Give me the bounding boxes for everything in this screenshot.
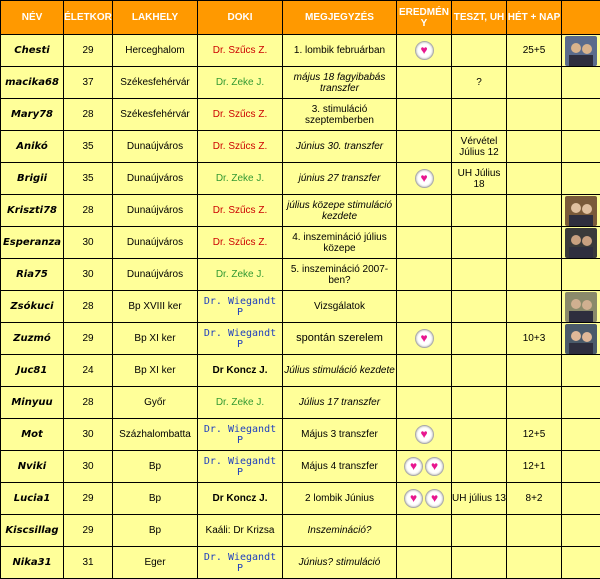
table-row [1, 547, 600, 579]
member-test: UH Július 18 [452, 163, 507, 195]
member-test [452, 419, 507, 451]
member-doctor: Dr. Szűcs Z. [198, 227, 283, 259]
member-name: macika68 [1, 67, 64, 99]
member-name: Juc81 [1, 355, 64, 387]
member-result [397, 419, 452, 451]
member-week [507, 291, 562, 323]
member-photo [562, 419, 600, 451]
member-week: 12+5 [507, 419, 562, 451]
member-test [452, 195, 507, 227]
member-week [507, 227, 562, 259]
member-doctor: Dr. Wiegandt P [198, 291, 283, 323]
member-doctor: Dr. Szűcs Z. [198, 195, 283, 227]
member-note: Június? stimuláció [283, 547, 397, 579]
member-result [397, 451, 452, 483]
member-name: Mary78 [1, 99, 64, 131]
member-age: 28 [64, 195, 113, 227]
member-doctor: Dr. Szűcs Z. [198, 35, 283, 67]
heart-smiley-icon [415, 169, 434, 188]
table-row [1, 35, 600, 67]
table-row [1, 419, 600, 451]
member-city: Székesfehérvár [113, 67, 198, 99]
member-note: július közepe stimuláció kezdete [283, 195, 397, 227]
member-note: 2 lombik Június [283, 483, 397, 515]
member-week [507, 387, 562, 419]
member-result [397, 483, 452, 515]
member-test [452, 387, 507, 419]
member-name: Zsókuci [1, 291, 64, 323]
header-het-nap: HÉT + NAP [507, 1, 562, 35]
member-week: 12+1 [507, 451, 562, 483]
member-result [397, 515, 452, 547]
avatar-photo [565, 36, 597, 66]
member-result [397, 163, 452, 195]
header-eredmeny: EREDMÉN Y [397, 1, 452, 35]
avatar-photo [565, 228, 597, 258]
member-city: Győr [113, 387, 198, 419]
header-photo [562, 1, 600, 35]
member-week [507, 67, 562, 99]
member-doctor: Dr. Wiegandt P [198, 323, 283, 355]
member-result [397, 35, 452, 67]
member-photo [562, 227, 600, 259]
member-result [397, 387, 452, 419]
member-city: Eger [113, 547, 198, 579]
member-note: 4. inszemináció július közepe [283, 227, 397, 259]
member-test [452, 291, 507, 323]
member-city: Bp [113, 515, 198, 547]
table-row [1, 451, 600, 483]
member-test [452, 227, 507, 259]
member-doctor: Dr. Wiegandt P [198, 547, 283, 579]
table-row [1, 99, 600, 131]
header-doki: DOKI [198, 1, 283, 35]
member-photo [562, 259, 600, 291]
member-test [452, 99, 507, 131]
header-lakhely: LAKHELY [113, 1, 198, 35]
member-photo [562, 291, 600, 323]
header-eletkor: ÉLETKOR [64, 1, 113, 35]
member-photo [562, 99, 600, 131]
member-week [507, 163, 562, 195]
member-age: 37 [64, 67, 113, 99]
member-result [397, 131, 452, 163]
member-city: Dunaújváros [113, 195, 198, 227]
member-photo [562, 355, 600, 387]
heart-smiley-icon [415, 329, 434, 348]
member-photo [562, 451, 600, 483]
member-note: Július 17 transzfer [283, 387, 397, 419]
member-note: Vizsgálatok [283, 291, 397, 323]
avatar-photo [565, 292, 597, 322]
member-photo [562, 483, 600, 515]
member-name: Anikó [1, 131, 64, 163]
member-week [507, 547, 562, 579]
member-city: Bp [113, 483, 198, 515]
member-doctor: Dr. Zeke J. [198, 67, 283, 99]
header-teszt: TESZT, UH [452, 1, 507, 35]
member-age: 30 [64, 259, 113, 291]
member-note: Június 30. transzfer [283, 131, 397, 163]
member-week: 10+3 [507, 323, 562, 355]
member-photo [562, 515, 600, 547]
member-doctor: Dr. Zeke J. [198, 259, 283, 291]
member-photo [562, 323, 600, 355]
member-name: Esperanza [1, 227, 64, 259]
header-nev: NÉV [1, 1, 64, 35]
member-test [452, 35, 507, 67]
member-test: ? [452, 67, 507, 99]
member-name: Nika31 [1, 547, 64, 579]
member-name: Mot [1, 419, 64, 451]
member-doctor: Kaáli: Dr Krizsa [198, 515, 283, 547]
member-result [397, 195, 452, 227]
member-photo [562, 67, 600, 99]
table-row [1, 323, 600, 355]
member-city: Bp [113, 451, 198, 483]
member-doctor: Dr Koncz J. [198, 483, 283, 515]
member-test [452, 451, 507, 483]
member-note: 3. stimuláció szeptemberben [283, 99, 397, 131]
member-doctor: Dr. Wiegandt P [198, 451, 283, 483]
table-row [1, 355, 600, 387]
member-name: Nviki [1, 451, 64, 483]
member-doctor: Dr Koncz J. [198, 355, 283, 387]
member-test [452, 355, 507, 387]
member-doctor: Dr. Szűcs Z. [198, 131, 283, 163]
member-note: 1. lombik februárban [283, 35, 397, 67]
member-age: 35 [64, 131, 113, 163]
member-result [397, 227, 452, 259]
member-city: Herceghalom [113, 35, 198, 67]
member-note: június 27 transzfer [283, 163, 397, 195]
table-row [1, 227, 600, 259]
member-note: május 18 fagyibabás transzfer [283, 67, 397, 99]
member-age: 28 [64, 99, 113, 131]
member-result [397, 291, 452, 323]
table-row [1, 163, 600, 195]
member-week: 25+5 [507, 35, 562, 67]
heart-smiley-icon [425, 489, 444, 508]
member-note: Május 3 transzfer [283, 419, 397, 451]
table-row [1, 67, 600, 99]
table-row [1, 483, 600, 515]
table-row [1, 515, 600, 547]
heart-smiley-icon [415, 425, 434, 444]
member-test [452, 259, 507, 291]
member-week [507, 131, 562, 163]
heart-smiley-icon [415, 41, 434, 60]
member-test: Vérvétel Július 12 [452, 131, 507, 163]
member-week [507, 355, 562, 387]
heart-smiley-icon [404, 457, 423, 476]
member-test [452, 515, 507, 547]
member-city: Bp XI ker [113, 323, 198, 355]
heart-smiley-icon [404, 489, 423, 508]
table-row [1, 131, 600, 163]
member-age: 35 [64, 163, 113, 195]
member-result [397, 67, 452, 99]
member-city: Dunaújváros [113, 131, 198, 163]
member-age: 24 [64, 355, 113, 387]
member-city: Dunaújváros [113, 227, 198, 259]
header-megjegyzes: MEGJEGYZÉS [283, 1, 397, 35]
member-city: Bp XVIII ker [113, 291, 198, 323]
member-photo [562, 131, 600, 163]
member-test: UH július 13 [452, 483, 507, 515]
member-age: 30 [64, 419, 113, 451]
member-name: Minyuu [1, 387, 64, 419]
avatar-photo [565, 196, 597, 226]
member-age: 29 [64, 483, 113, 515]
member-photo [562, 35, 600, 67]
member-note: Május 4 transzfer [283, 451, 397, 483]
member-age: 31 [64, 547, 113, 579]
member-week [507, 259, 562, 291]
member-age: 30 [64, 451, 113, 483]
member-note: 5. inszemináció 2007-ben? [283, 259, 397, 291]
member-photo [562, 387, 600, 419]
member-name: Chesti [1, 35, 64, 67]
member-city: Dunaújváros [113, 163, 198, 195]
member-result [397, 355, 452, 387]
member-doctor: Dr. Zeke J. [198, 163, 283, 195]
member-city: Bp XI ker [113, 355, 198, 387]
member-test [452, 547, 507, 579]
member-city: Dunaújváros [113, 259, 198, 291]
member-test [452, 323, 507, 355]
member-age: 28 [64, 291, 113, 323]
member-week [507, 515, 562, 547]
member-doctor: Dr. Szűcs Z. [198, 99, 283, 131]
member-name: Kiscsillag [1, 515, 64, 547]
member-note: Július stimuláció kezdete [283, 355, 397, 387]
member-name: Zuzmó [1, 323, 64, 355]
member-note: spontán szerelem [283, 323, 397, 355]
member-week [507, 99, 562, 131]
table-row [1, 387, 600, 419]
member-city: Székesfehérvár [113, 99, 198, 131]
table-row [1, 195, 600, 227]
member-result [397, 547, 452, 579]
member-week [507, 195, 562, 227]
member-result [397, 99, 452, 131]
member-city: Százhalombatta [113, 419, 198, 451]
member-name: Kriszti78 [1, 195, 64, 227]
member-photo [562, 195, 600, 227]
member-note: Inszemináció? [283, 515, 397, 547]
heart-smiley-icon [425, 457, 444, 476]
member-doctor: Dr. Zeke J. [198, 387, 283, 419]
member-doctor: Dr. Wiegandt P [198, 419, 283, 451]
member-photo [562, 163, 600, 195]
table-row [1, 291, 600, 323]
table-row [1, 259, 600, 291]
member-photo [562, 547, 600, 579]
avatar-photo [565, 324, 597, 354]
member-week: 8+2 [507, 483, 562, 515]
member-age: 29 [64, 515, 113, 547]
header-row [1, 1, 600, 35]
member-name: Brigii [1, 163, 64, 195]
member-age: 28 [64, 387, 113, 419]
member-name: Lucia1 [1, 483, 64, 515]
member-age: 29 [64, 35, 113, 67]
member-age: 30 [64, 227, 113, 259]
member-age: 29 [64, 323, 113, 355]
member-result [397, 259, 452, 291]
member-name: Ria75 [1, 259, 64, 291]
member-result [397, 323, 452, 355]
